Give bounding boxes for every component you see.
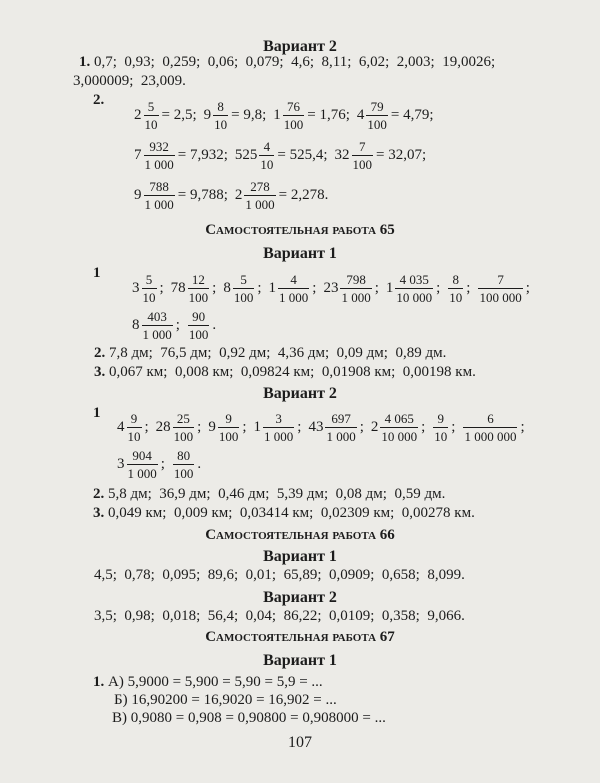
section-heading: Самостоятельная работа 66: [205, 527, 395, 543]
denominator: 100: [233, 290, 254, 305]
whole-part: 2: [234, 187, 243, 203]
variant-heading: Вариант 2: [263, 38, 337, 55]
answer-text: В) 0,9080 = 0,908 = 0,90800 = 0,908000 = ...: [112, 710, 386, 726]
answer-number: 2.: [93, 486, 105, 502]
fraction-tail: = 32,07;: [376, 147, 427, 163]
numerator: 90: [192, 309, 206, 324]
fraction-tail: .: [212, 317, 217, 333]
mixed-number: [235, 139, 328, 172]
numerator: 278: [250, 179, 270, 194]
answer-number: 3.: [93, 505, 105, 521]
denominator: 1 000: [279, 290, 309, 305]
denominator: 1 000: [142, 327, 172, 342]
fraction: [142, 309, 173, 342]
answer-text: 3,5; 0,98; 0,018; 56,4; 0,04; 86,22; 0,0109; 0,358; 9,066.: [94, 608, 465, 624]
denominator: 100: [283, 117, 304, 132]
answer-line: [93, 405, 101, 422]
fraction-tail: ;: [242, 419, 247, 435]
fraction: [352, 139, 374, 172]
denominator: 10: [434, 429, 448, 444]
mixed-number: [235, 179, 328, 212]
whole-part: 1: [268, 280, 277, 296]
fraction-tail: ;: [451, 419, 456, 435]
denominator: 100: [352, 157, 373, 172]
numerator: 4 065: [384, 411, 414, 426]
numerator: 4 035: [399, 272, 429, 287]
whole-part: 4: [117, 419, 125, 435]
answer-line: [94, 608, 465, 625]
mixed-number: [432, 411, 455, 444]
fraction-tail: = 2,5;: [161, 107, 197, 123]
answer-line: [94, 567, 465, 584]
fraction-row: [117, 448, 208, 481]
fraction-row: [117, 411, 532, 444]
whole-part: 3: [117, 456, 125, 472]
mixed-number: [308, 411, 363, 444]
denominator: 1 000: [144, 157, 174, 172]
numerator: 697: [331, 411, 351, 426]
numerator: 79: [370, 99, 384, 114]
whole-part: 8: [132, 317, 140, 333]
numerator: 9: [437, 411, 445, 426]
mixed-number: [208, 411, 246, 444]
denominator: 1 000: [264, 429, 294, 444]
fraction: [395, 272, 433, 305]
denominator: 10: [449, 290, 463, 305]
fraction-row: [132, 309, 223, 342]
fraction: [233, 272, 255, 305]
fraction-tail: ;: [160, 456, 165, 472]
fraction-tail: ;: [421, 419, 426, 435]
denominator: 1 000: [326, 429, 356, 444]
numerator: 798: [346, 272, 366, 287]
answer-text: 0,067 км; 0,008 км; 0,09824 км; 0,01908 км; 0,00198 км.: [109, 364, 476, 380]
fraction: [142, 272, 157, 305]
whole-part: 8: [223, 280, 231, 296]
denominator: 100: [188, 290, 209, 305]
variant-heading: Вариант 2: [263, 385, 337, 402]
mixed-number: [447, 272, 470, 305]
numerator: 5: [145, 272, 153, 287]
fraction: [278, 272, 309, 305]
answer-line: [93, 505, 475, 522]
fraction: [188, 272, 210, 305]
fraction-tail: = 525,4;: [277, 147, 328, 163]
mixed-number: [134, 179, 228, 212]
fraction-tail: ;: [466, 280, 471, 296]
numerator: 932: [149, 139, 169, 154]
mixed-number: [335, 139, 427, 172]
numerator: 4: [263, 139, 271, 154]
mixed-number: [254, 411, 302, 444]
answer-text: Б) 16,90200 = 16,9020 = 16,902 = ...: [114, 692, 337, 708]
denominator: 100: [188, 327, 209, 342]
fraction-tail: ;: [159, 280, 164, 296]
fraction: [263, 411, 294, 444]
fraction: [127, 448, 158, 481]
answer-line: [79, 54, 495, 71]
numerator: 8: [452, 272, 460, 287]
mixed-number: [171, 272, 217, 305]
fraction-tail: = 9,788;: [177, 187, 228, 203]
mixed-number: [371, 411, 425, 444]
fraction-tail: .: [197, 456, 202, 472]
whole-part: 3: [132, 280, 140, 296]
fraction-tail: ;: [436, 280, 441, 296]
fraction: [218, 411, 240, 444]
answer-line: [93, 92, 104, 109]
fraction: [433, 411, 448, 444]
answer-number: 2.: [93, 92, 105, 108]
answer-line: [93, 265, 101, 282]
variant-heading: Вариант 1: [263, 245, 337, 262]
mixed-number: [156, 411, 202, 444]
fraction-tail: = 4,79;: [390, 107, 434, 123]
numerator: 12: [191, 272, 205, 287]
mixed-number: [117, 411, 149, 444]
fraction-tail: ;: [359, 419, 364, 435]
answer-number: 2.: [94, 345, 106, 361]
fraction-tail: ;: [175, 317, 180, 333]
fraction-tail: ;: [312, 280, 317, 296]
fraction: [463, 411, 517, 444]
answer-text: 5,8 дм; 36,9 дм; 0,46 дм; 5,39 дм; 0,08 дм; 0,59 дм.: [108, 486, 446, 502]
numerator: 9: [130, 411, 138, 426]
whole-part: 1: [253, 419, 262, 435]
fraction: [380, 411, 418, 444]
mixed-number: [477, 272, 529, 305]
numerator: 4: [290, 272, 297, 287]
answer-text: 4,5; 0,78; 0,095; 89,6; 0,01; 65,89; 0,0909; 0,658; 8,099.: [94, 567, 465, 583]
fraction-tail: = 7,932;: [177, 147, 228, 163]
variant-heading: Вариант 1: [263, 652, 337, 669]
numerator: 403: [147, 309, 167, 324]
denominator: 100: [218, 429, 239, 444]
fraction: [173, 411, 195, 444]
whole-part: 4: [356, 107, 365, 123]
whole-part: 78: [170, 280, 186, 296]
mixed-number: [269, 272, 317, 305]
denominator: 10 000: [396, 290, 433, 305]
mixed-number: [323, 272, 378, 305]
numerator: 904: [132, 448, 152, 463]
whole-part: 23: [323, 280, 339, 296]
whole-part: 43: [308, 419, 324, 435]
fraction-tail: = 2,278.: [278, 187, 329, 203]
mixed-number: [223, 272, 261, 305]
fraction: [448, 272, 463, 305]
mixed-number: [462, 411, 524, 444]
fraction: [188, 309, 210, 342]
fraction-tail: ;: [197, 419, 202, 435]
fraction-tail: = 1,76;: [307, 107, 350, 123]
answer-line: [93, 486, 445, 503]
whole-part: 2: [134, 107, 142, 123]
fraction: [127, 411, 142, 444]
denominator: 10: [142, 290, 156, 305]
numerator: 8: [217, 99, 224, 114]
whole-part: 9: [208, 419, 216, 435]
answer-line: [73, 73, 186, 90]
denominator: 1 000: [341, 290, 371, 305]
mixed-number: [117, 448, 165, 481]
denominator: 1 000: [144, 197, 174, 212]
answer-text: 3,000009; 23,009.: [73, 73, 186, 89]
fraction: [478, 272, 522, 305]
answer-text: 7,8 дм; 76,5 дм; 0,92 дм; 4,36 дм; 0,09 дм; 0,89 дм.: [109, 345, 447, 361]
denominator: 10: [127, 429, 141, 444]
numerator: 788: [149, 179, 169, 194]
numerator: 76: [287, 99, 301, 114]
section-heading: Самостоятельная работа 65: [205, 222, 395, 238]
fraction-tail: ;: [520, 419, 525, 435]
fraction: [340, 272, 371, 305]
fraction-tail: = 9,8;: [231, 107, 267, 123]
numerator: 5: [147, 99, 155, 114]
fraction-tail: ;: [525, 280, 530, 296]
whole-part: 2: [370, 419, 379, 435]
whole-part: 9: [203, 107, 212, 123]
numerator: 9: [225, 411, 232, 426]
fraction-row: [134, 179, 335, 212]
fraction: [259, 139, 274, 172]
denominator: 100: [367, 117, 387, 132]
mixed-number: [134, 99, 197, 132]
numerator: 7: [497, 272, 504, 287]
numerator: 7: [359, 139, 366, 154]
fraction: [325, 411, 356, 444]
variant-heading: Вариант 2: [263, 589, 337, 606]
fraction: [244, 179, 275, 212]
answer-line: [94, 345, 446, 362]
fraction: [173, 448, 195, 481]
whole-part: 1: [273, 107, 281, 123]
answer-text: 0,049 км; 0,009 км; 0,03414 км; 0,02309 км; 0,00278 км.: [108, 505, 475, 521]
fraction-row: [134, 139, 433, 172]
denominator: 10: [144, 117, 158, 132]
denominator: 100: [173, 466, 194, 481]
mixed-number: [132, 272, 164, 305]
whole-part: 1: [385, 280, 394, 296]
numerator: 25: [176, 411, 190, 426]
fraction: [144, 99, 159, 132]
answer-line: [93, 674, 323, 691]
variant-heading: Вариант 1: [263, 548, 337, 565]
mixed-number: [134, 139, 228, 172]
denominator: 1 000 000: [464, 429, 517, 444]
fraction: [144, 139, 175, 172]
answer-text: 0,7; 0,93; 0,259; 0,06; 0,079; 4,6; 8,11; 6,02; 2,003; 19,0026;: [94, 54, 496, 70]
fraction-row: [132, 272, 537, 305]
answer-number: 1: [93, 405, 101, 421]
fraction-tail: ;: [144, 419, 149, 435]
fraction-tail: ;: [212, 280, 217, 296]
answer-number: 3.: [94, 364, 106, 380]
fraction-tail: ;: [374, 280, 379, 296]
fraction: [366, 99, 388, 132]
fraction: [283, 99, 305, 132]
mixed-number: [204, 99, 267, 132]
mixed-number: [172, 448, 201, 481]
whole-part: 7: [134, 147, 142, 163]
page-number: 107: [288, 734, 312, 751]
numerator: 6: [487, 411, 494, 426]
fraction-row: [134, 99, 441, 132]
denominator: 10: [260, 157, 274, 172]
numerator: 80: [177, 448, 191, 463]
mixed-number: [187, 309, 216, 342]
denominator: 100: [173, 429, 194, 444]
denominator: 10 000: [381, 429, 418, 444]
fraction-tail: ;: [297, 419, 302, 435]
mixed-number: [132, 309, 180, 342]
whole-part: 9: [134, 187, 142, 203]
denominator: 10: [214, 117, 228, 132]
fraction: [144, 179, 175, 212]
fraction-tail: ;: [257, 280, 262, 296]
section-heading: Самостоятельная работа 67: [205, 629, 395, 645]
answer-line: [94, 364, 476, 381]
mixed-number: [386, 272, 440, 305]
whole-part: 32: [334, 147, 350, 163]
mixed-number: [357, 99, 434, 132]
denominator: 1 000: [245, 197, 275, 212]
mixed-number: [273, 99, 350, 132]
answer-number: 1.: [79, 54, 91, 70]
answer-number: 1: [93, 265, 101, 281]
whole-part: 28: [155, 419, 171, 435]
numerator: 5: [240, 272, 247, 287]
numerator: 3: [275, 411, 282, 426]
answer-number: 1.: [93, 674, 105, 690]
whole-part: 525: [234, 147, 258, 163]
denominator: 1 000: [127, 466, 157, 481]
answer-line: [114, 692, 337, 709]
denominator: 100 000: [479, 290, 522, 305]
answer-text: А) 5,9000 = 5,900 = 5,90 = 5,9 = ...: [108, 674, 323, 690]
fraction: [213, 99, 228, 132]
answer-line: [112, 710, 386, 727]
